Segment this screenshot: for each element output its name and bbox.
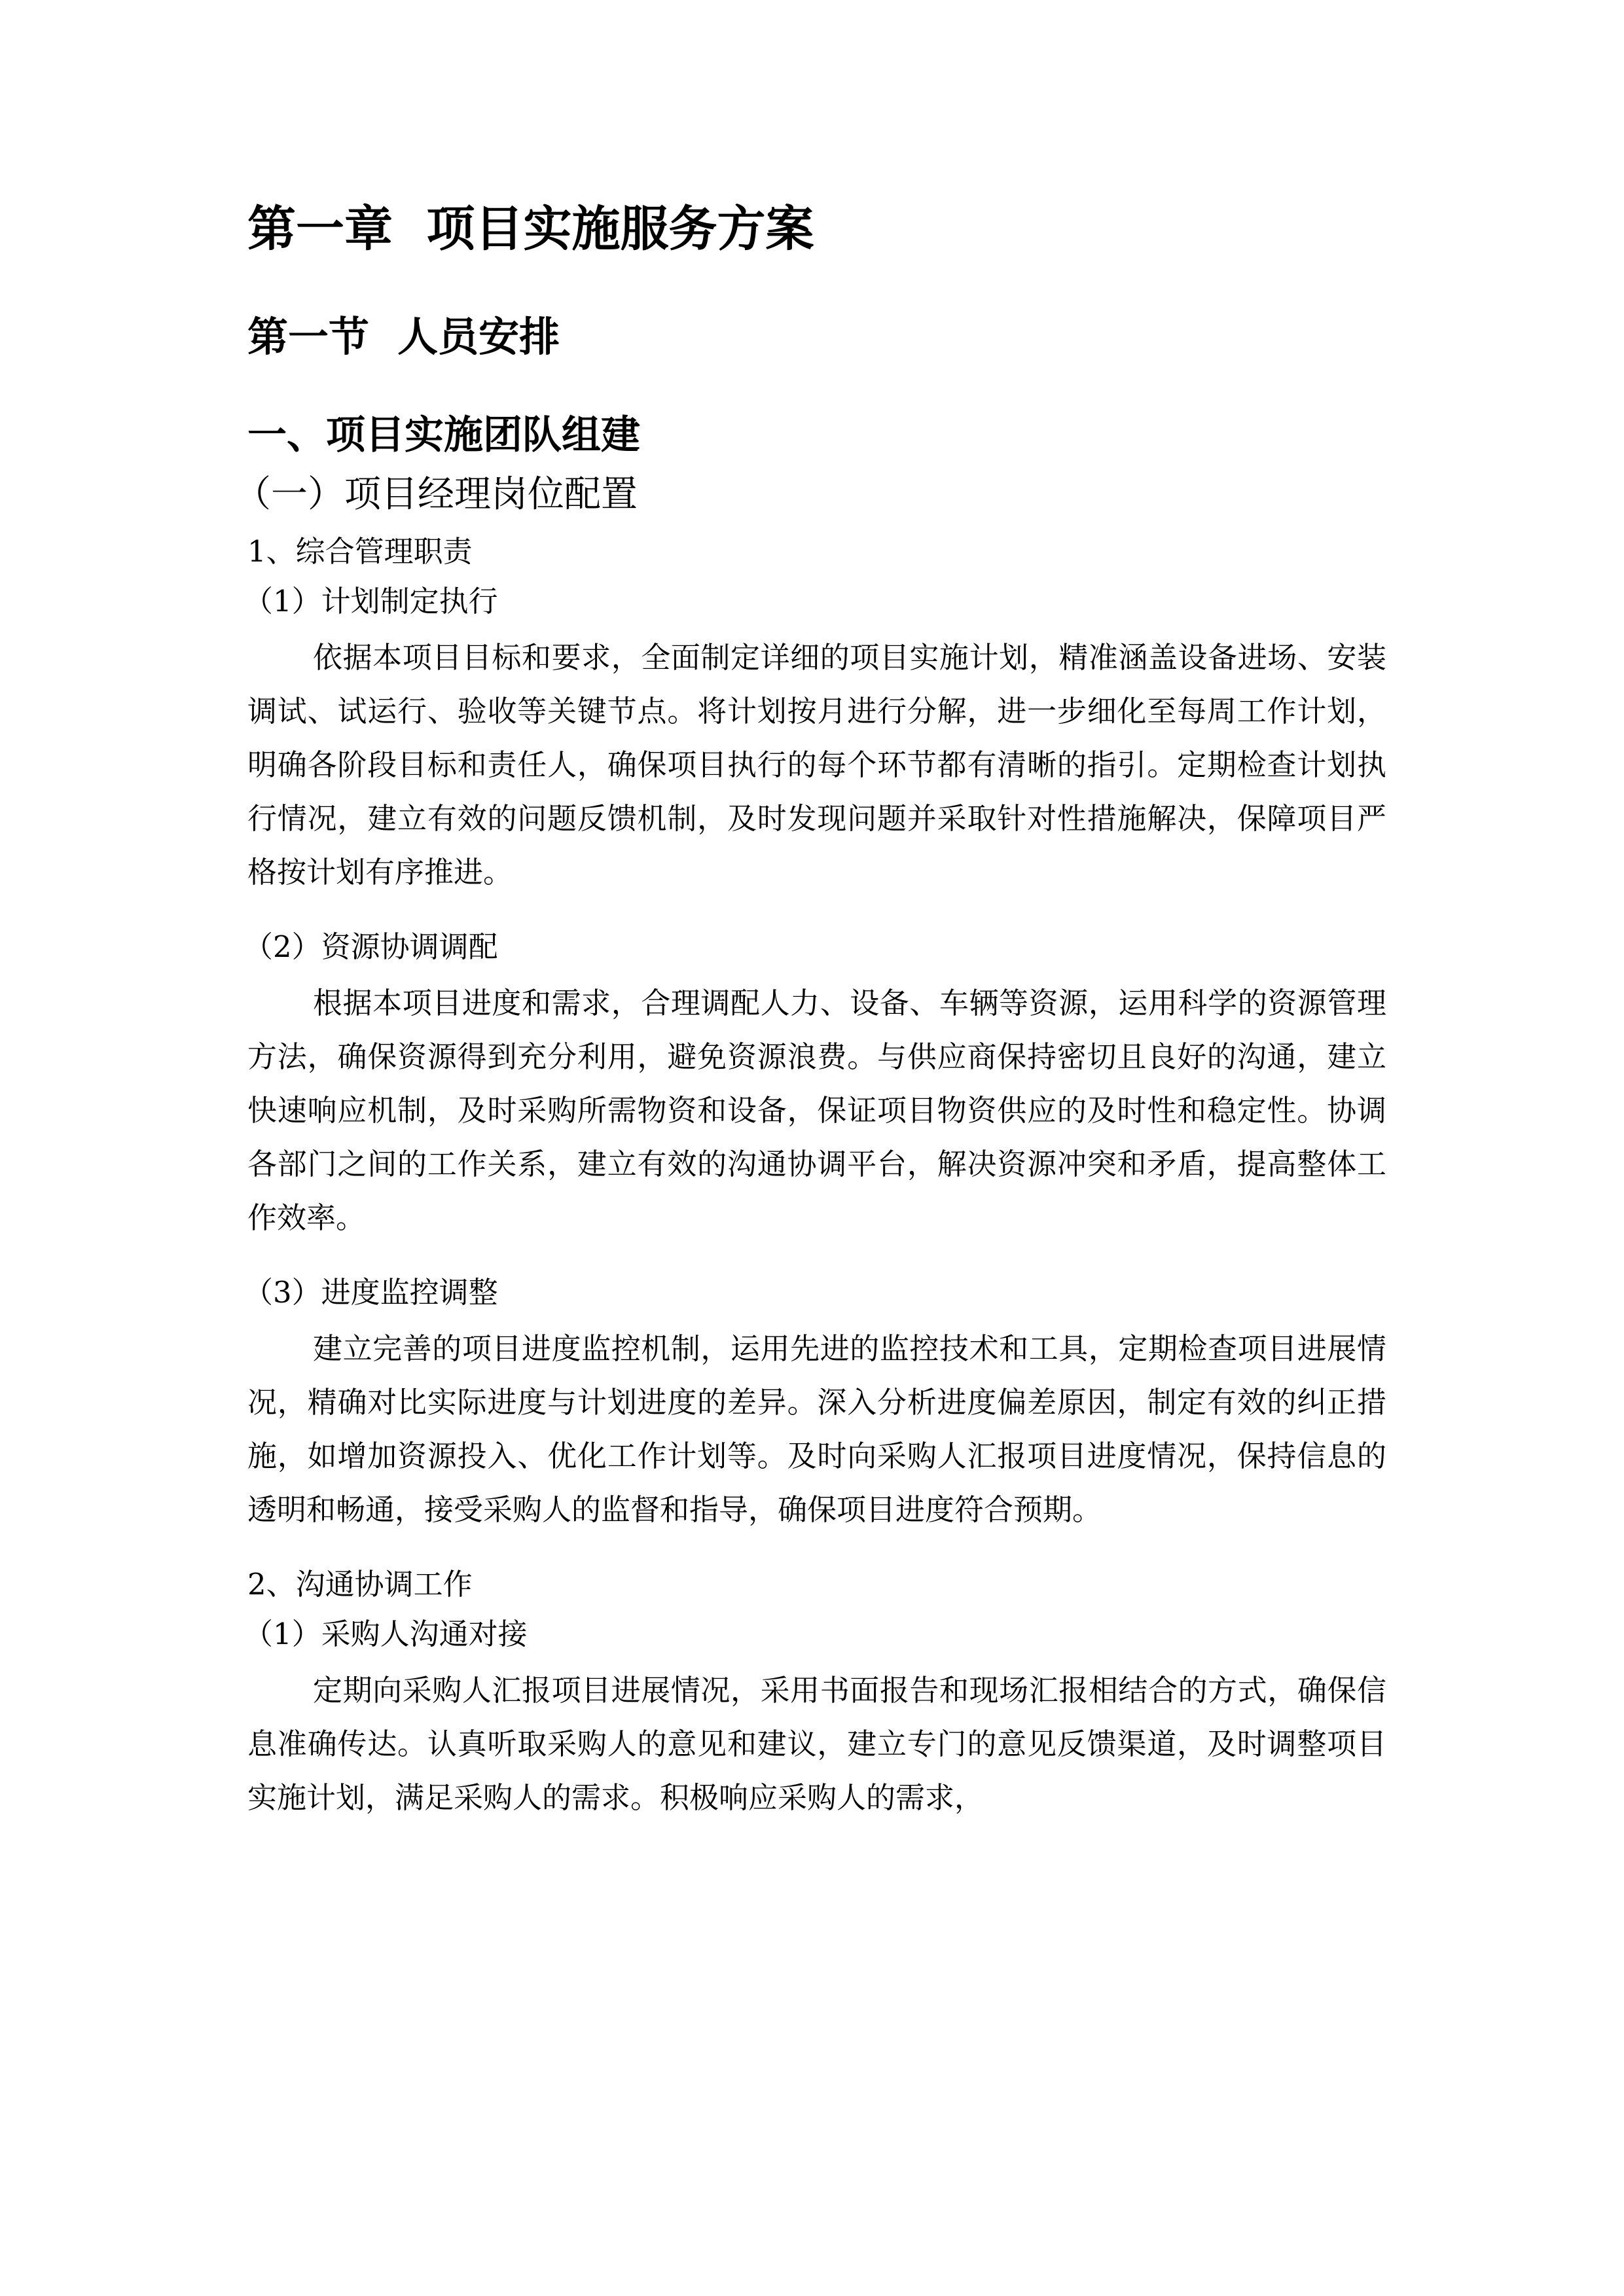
item-1-sub-2-body: 根据本项目进度和需求，合理调配人力、设备、车辆等资源，运用科学的资源管理方法，确保资源得到充分利用，避免资源浪费。与供应商保持密切且良好的沟通，建立快速响应机制，及时采购所需物资和设备，保证项目物资供应的及时性和稳定性。协调各部门之间的工作关系，建立有效的沟通协调平台，解决资源冲突和矛盾，提高整体工作效率。 xyxy=(247,986,1386,1235)
section-title: 第一节 人员安排 xyxy=(247,313,560,361)
item-2-sub-1-body: 定期向采购人汇报项目进展情况，采用书面报告和现场汇报相结合的方式，确保信息准确传达。认真听取采购人的意见和建议，建立专门的意见反馈渠道，及时调整项目实施计划，满足采购人的需求。积极响应采购人的需求， xyxy=(247,1673,1386,1815)
heading-level-1: 一、项目实施团队组建 xyxy=(247,412,640,458)
chapter-title: 第一章 项目实施服务方案 xyxy=(247,201,814,257)
item-1-sub-1-body: 依据本项目目标和要求，全面制定详细的项目实施计划，精准涵盖设备进场、安装调试、试运行、验收等关键节点。将计划按月进行分解，进一步细化至每周工作计划，明确各阶段目标和责任人，确保项目执行的每个环节都有清晰的指引。定期检查计划执行情况，建立有效的问题反馈机制，及时发现问题并采取针对性措施解决，保障项目严格按计划有序推进。 xyxy=(247,640,1386,889)
document-page xyxy=(234,196,1386,1825)
item-1-title: 1、综合管理职责 xyxy=(247,534,473,569)
item-1-sub-3-body: 建立完善的项目进度监控机制，运用先进的监控技术和工具，定期检查项目进展情况，精确对比实际进度与计划进度的差异。深入分析进度偏差原因，制定有效的纠正措施，如增加资源投入、优化工作计划等。及时向采购人汇报项目进度情况，保持信息的透明和畅通，接受采购人的监督和指导，确保项目进度符合预期。 xyxy=(247,1331,1386,1527)
heading-level-2: （一）项目经理岗位配置 xyxy=(234,473,638,516)
item-1-sub-1-title: （1）计划制定执行 xyxy=(244,584,498,619)
item-2-sub-1-title: （1）采购人沟通对接 xyxy=(244,1617,528,1651)
item-2-title: 2、沟通协调工作 xyxy=(247,1567,473,1602)
item-1-sub-2-title: （2）资源协调调配 xyxy=(244,929,498,964)
item-1-sub-3-title: （3）进度监控调整 xyxy=(244,1275,498,1310)
